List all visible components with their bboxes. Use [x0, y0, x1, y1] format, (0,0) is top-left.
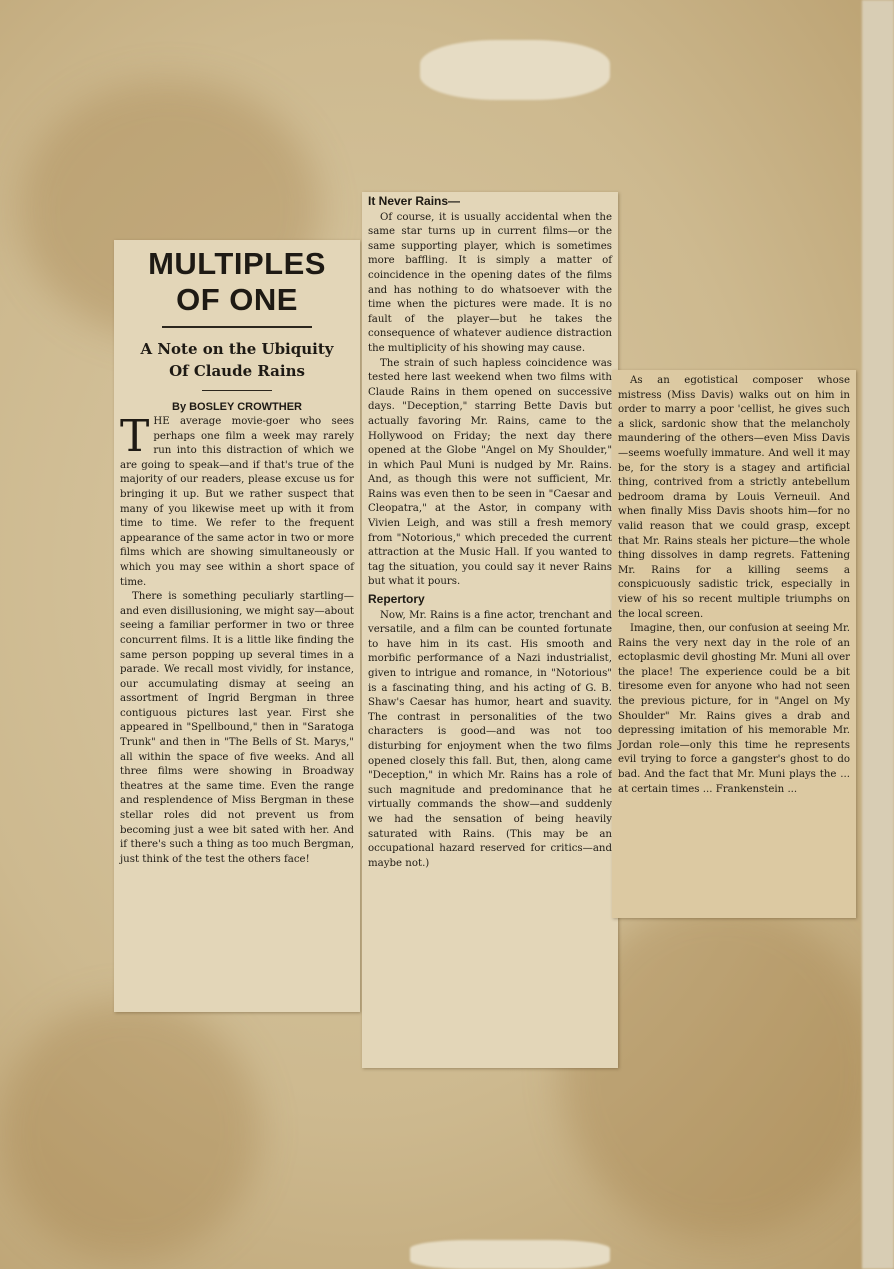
torn-paper-patch	[410, 1240, 610, 1269]
subheadline-line-2: Of Claude Rains	[169, 362, 305, 380]
paragraph: As an egotistical composer whose mistress (Miss Davis) walks out on him in order to marry a poor 'cellist, he gives such a slick, sardonic show that the melancholy maundering of the others—even Miss Davis—seems woefully immature. And well it may be, for the story is a stagey and artificial thing, contrived from a strictly antebellum bedroom drama by Louis Verneuil. And when finally Miss Davis shoots him—for no valid reason that we could grasp, except that Mr. Rains steals her picture—the whole thing dissolves in damp regrets. Fattening Mr. Rains for a killing seems a conspicuously sadistic trick, especially in view of his so recent multiple triumphs on the local screen.	[618, 375, 850, 620]
column-1-text	[120, 411, 354, 867]
section-heading: It Never Rains—	[368, 194, 461, 208]
torn-paper-patch	[420, 40, 610, 100]
column-3-text	[618, 374, 850, 797]
torn-edge	[862, 0, 894, 1269]
stain	[0, 1000, 260, 1260]
subheadline	[124, 338, 350, 382]
headline-line-2: OF ONE	[176, 282, 298, 317]
article-clipping-column-2	[362, 192, 618, 1068]
paragraph: HE average movie-goer who sees perhaps one film a week may rarely run into this distraction of which we are going to speak—and if that's true of the majority of our readers, please excuse us for bringing it up. But we rather suspect that many of you likewise meet up with it from time to time. We refer to the frequent appearance of the same actor in two or more films which are showing simultaneously or which you may see within a short space of time.	[120, 416, 354, 588]
article-clipping-column-1	[114, 240, 360, 1012]
headline-line-1: MULTIPLES	[148, 246, 326, 281]
column-2-text	[368, 194, 612, 871]
article-clipping-column-3	[612, 370, 856, 918]
drop-cap: T	[120, 411, 150, 462]
headline-rule	[162, 326, 312, 328]
paragraph: Now, Mr. Rains is a fine actor, trenchant and versatile, and a film can be counted fortunate to have him in its cast. His smooth and morbific performance of a Nazi industrialist, given to intrigue and romance, in "Notorious" is a fascinating thing, and his acting of G. B. Shaw's Caesar has humor, heart and suavity. The contrast in personalities of the two characters is good—and was not too disturbing for enjoyment when the two films opened closely this fall. But, then, along came "Deception," in which Mr. Rains has a role of such magnitude and predominance that he virtually commands the show—and suddenly we had the sensation of being heavily saturated with Rains. (This may be an occupational hazard reserved for critics—and maybe not.)	[368, 609, 612, 869]
paragraph: Of course, it is usually accidental when the same star turns up in current films—or the same supporting player, which is sometimes more baffling. It is simply a matter of coincidence in the opening dates of the films and has nothing to do whatsoever with the time when the pictures were made. It is no fault of the player—but he takes the consequence of whatever audience distraction the multiplicity of his showing may cause.	[368, 211, 612, 354]
paragraph: The strain of such hapless coincidence was tested here last weekend when two films with Claude Rains in them opened on successive days. "Deception," starring Bette Davis but actually favoring Mr. Rains, came to the Hollywood on Friday; the next day there opened at the Globe "Angel on My Shoulder," in which Paul Muni is nudged by Mr. Rains. And, as though this were not sufficient, Mr. Rains was even then to be seen in "Caesar and Cleopatra," at the Astor, in company with Vivien Leigh, and was still a fresh memory from "Notorious," which preceded the current attraction at the Music Hall. If you wanted to tag the situation, you could say it never Rains but what it pours.	[368, 357, 612, 588]
byline: By BOSLEY CROWTHER	[172, 401, 302, 413]
section-heading: Repertory	[368, 592, 425, 607]
paragraph: There is something peculiarly startling—and even disillusioning, we might say—about seeing a familiar performer in two or three concurrent films. It is a little like finding the same person popping up several times in a parade. We recall most vividly, for instance, our accumulating dismay at seeing an assortment of Ingrid Bergman in three contiguous pictures last year. First she appeared in "Spellbound," then in "Saratoga Trunk" and then in "The Bells of St. Marys," all within the space of five weeks. And all three films were showing in Broadway theatres at the same time. Even the range and resplendence of Miss Bergman in these stellar roles did not prevent us from becoming just a wee bit sated with her. And if there's such a thing as too much Bergman, just think of the test the others face!	[120, 591, 354, 865]
headline	[120, 246, 354, 318]
paragraph: Imagine, then, our confusion at seeing Mr. Rains the very next day in the role of an ectoplasmic devil ghosting Mr. Muni all over the place! The experience could be a bit tiresome even for anyone who had not seen the previous picture, for in "Angel on My Shoulder" Mr. Rains gives a drab and depressing imitation of his memorable Mr. Jordan role—only this time he represents evil trying to force a gangster's ghost to do bad. And the fact that Mr. Muni plays the ... at certain times ... Frankenstein ...	[618, 623, 850, 795]
subhead-rule	[202, 390, 272, 391]
subheadline-line-1: A Note on the Ubiquity	[140, 340, 334, 358]
